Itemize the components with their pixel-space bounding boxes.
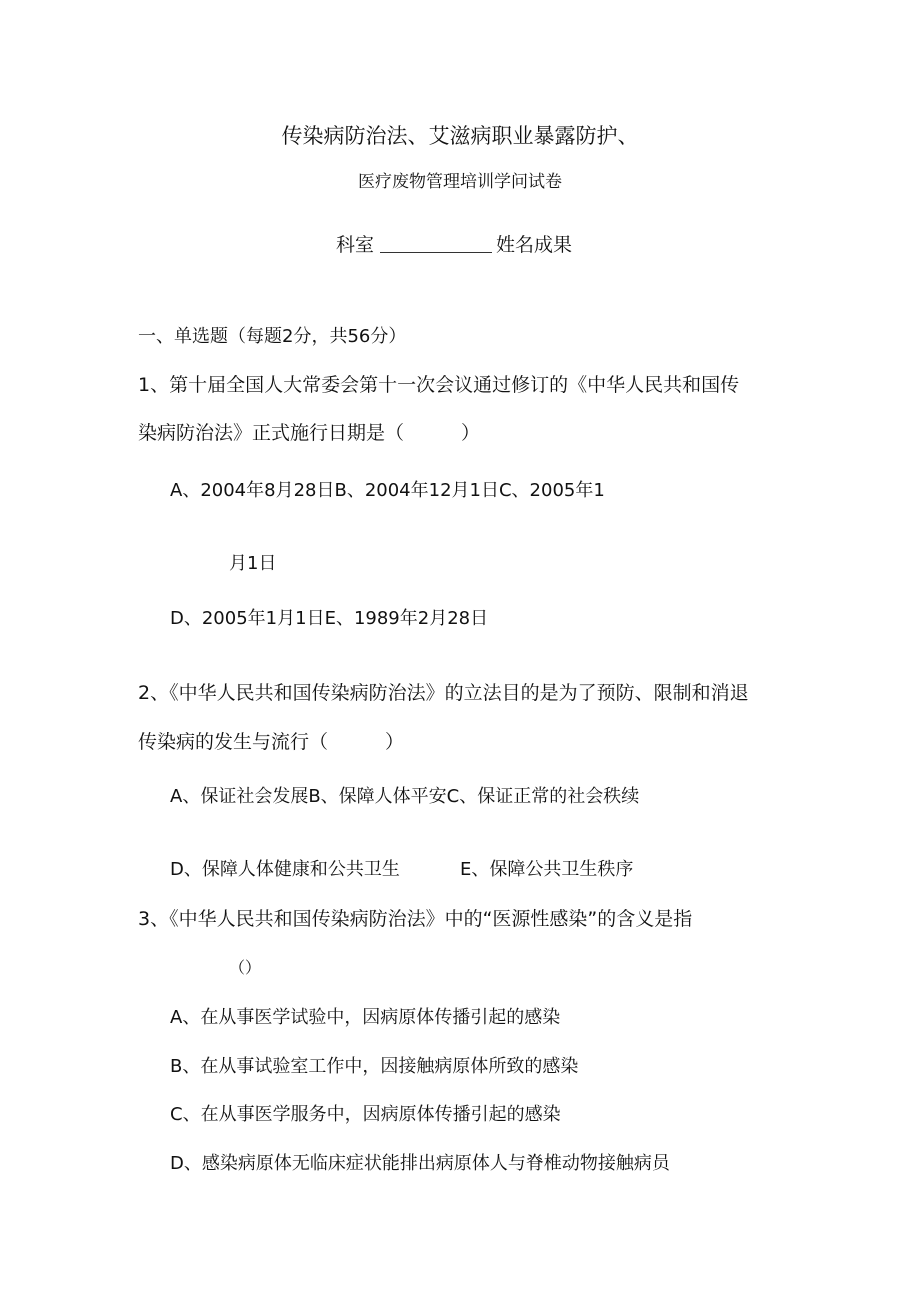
name-score-label: 姓名成果 xyxy=(496,234,573,256)
question-1-options-line3: D、2005年1月1日E、1989年2月28日 xyxy=(170,608,489,629)
question-2-option-e: E、保障公共卫生秩序 xyxy=(460,859,634,880)
question-2-stem-line1: 2、《中华人民共和国传染病防治法》的立法目的是为了预防、限制和消退 xyxy=(138,682,749,704)
exam-title-line2: 医疗废物管理培训学问试卷 xyxy=(358,172,562,192)
question-1-stem-line2: 染病防治法》正式施行日期是（ ） xyxy=(138,422,481,444)
question-3-option-a: A、在从事医学试验中，因病原体传播引起的感染 xyxy=(170,1007,561,1028)
question-3-option-b: B、在从事试验室工作中，因接触病原体所致的感染 xyxy=(170,1056,579,1077)
question-3-stem-line1: 3、《中华人民共和国传染病防治法》中的“医源性感染”的含义是指 xyxy=(138,908,693,930)
question-3-option-c: C、在从事医学服务中，因病原体传播引起的感染 xyxy=(170,1104,561,1125)
department-label: 科室 xyxy=(336,234,375,256)
question-1-stem-line1: 1、第十届全国人大常委会第十一次会议通过修订的《中华人民共和国传 xyxy=(138,374,740,396)
question-2-stem-line2: 传染病的发生与流行（ ） xyxy=(138,731,405,753)
exam-title-line1: 传染病防治法、艾滋病职业暴露防护、 xyxy=(281,124,639,148)
question-1-options-line2: 月1日 xyxy=(229,553,277,574)
department-blank-line xyxy=(380,236,492,253)
question-1-options-line1: A、2004年8月28日B、2004年12月1日C、2005年1 xyxy=(170,480,605,501)
question-3-option-d: D、感染病原体无临床症状能排出病原体人与脊椎动物接触病员 xyxy=(170,1153,670,1174)
question-2-options-line1: A、保证社会发展B、保障人体平安C、保证正常的社会秩续 xyxy=(170,786,640,807)
question-2-option-d: D、保障人体健康和公共卫生 xyxy=(170,859,400,880)
header-fields xyxy=(336,236,572,255)
section-heading: 一、单选题（每题2分，共56分） xyxy=(138,326,407,347)
question-3-stem-line2: （） xyxy=(229,958,262,977)
